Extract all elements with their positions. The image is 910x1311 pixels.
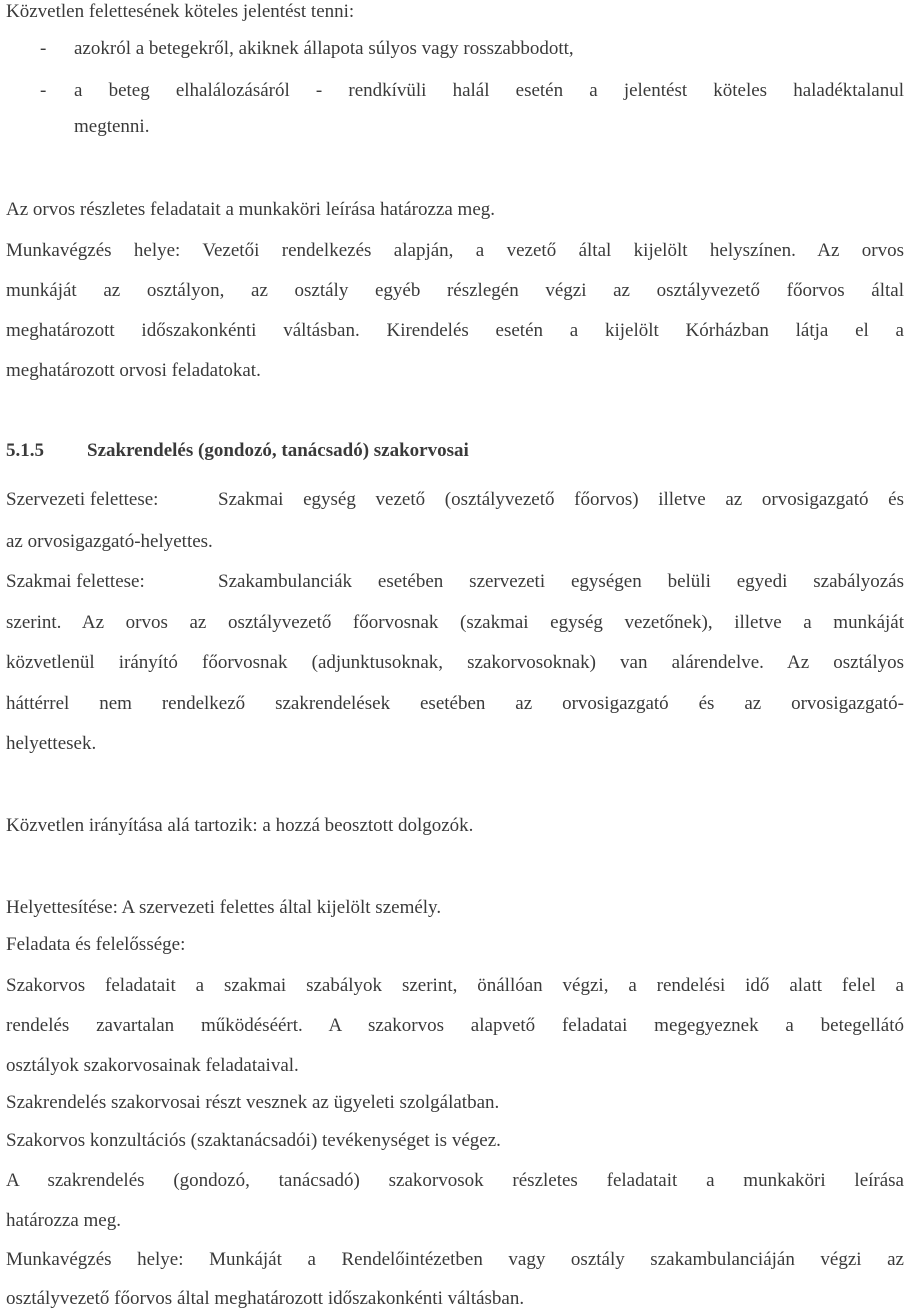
paragraph-line: közvetlenül irányító főorvosnak (adjunktusoknak, szakorvosoknak) van alárendelve. Az osztályos (6, 652, 904, 673)
paragraph-line: osztályvezető főorvos által meghatározott időszakonkénti váltásban. (6, 1288, 525, 1309)
bullet-item-continuation: megtenni. (74, 116, 150, 137)
paragraph-line: szerint. Az orvos az osztályvezető főorvosnak (szakmai egység vezetőnek), illetve a munkáját (6, 612, 904, 633)
field-value: Szakmai egység vezető (osztályvezető főorvos) illetve az orvosigazgató és (218, 489, 904, 510)
paragraph-line: osztályok szakorvosainak feladataival. (6, 1055, 299, 1076)
paragraph: Helyettesítése: A szervezeti felettes által kijelölt személy. (6, 897, 442, 918)
intro-line: Közvetlen felettesének köteles jelentést tenni: (6, 1, 355, 22)
paragraph-line: Munkavégzés helye: Munkáját a Rendelőintézetben vagy osztály szakambulanciáján végzi az (6, 1249, 904, 1270)
field-value: Szakambulanciák esetében szervezeti egységen belüli egyedi szabályozás (218, 571, 904, 592)
bullet-item: azokról a betegekről, akiknek állapota súlyos vagy rosszabbodott, (74, 38, 574, 59)
field-label: Szakmai felettese: (6, 571, 145, 592)
paragraph-line: munkáját az osztályon, az osztály egyéb részlegén végzi az osztályvezető főorvos által (6, 280, 904, 301)
bullet-item: a beteg elhalálozásáról - rendkívüli halál esetén a jelentést köteles haladéktalanul (74, 80, 904, 101)
paragraph-line: helyettesek. (6, 733, 97, 754)
section-title: Szakrendelés (gondozó, tanácsadó) szakorvosai (87, 440, 469, 461)
paragraph: Szakorvos konzultációs (szaktanácsadói) tevékenységet is végez. (6, 1130, 501, 1151)
paragraph-line: rendelés zavartalan működéséért. A szakorvos alapvető feladatai megegyeznek a betegellátó (6, 1015, 904, 1036)
paragraph: Közvetlen irányítása alá tartozik: a hozzá beosztott dolgozók. (6, 815, 474, 836)
paragraph-line: háttérrel nem rendelkező szakrendelések esetében az orvosigazgató és az orvosigazgató- (6, 693, 904, 714)
subheading: Feladata és felelőssége: (6, 934, 186, 955)
paragraph-line: Szakorvos feladatait a szakmai szabályok szerint, önállóan végzi, a rendelési idő alatt felel a (6, 975, 904, 996)
paragraph: Szakrendelés szakorvosai részt vesznek az ügyeleti szolgálatban. (6, 1092, 500, 1113)
section-number: 5.1.5 (6, 440, 44, 461)
bullet-dash: - (40, 38, 47, 59)
field-label: Szervezeti felettese: (6, 489, 159, 510)
field-value-continuation: az orvosigazgató-helyettes. (6, 531, 213, 552)
bullet-dash: - (40, 80, 47, 101)
paragraph: Az orvos részletes feladatait a munkaköri leírása határozza meg. (6, 199, 496, 220)
paragraph-line: határozza meg. (6, 1210, 121, 1231)
paragraph-line: meghatározott időszakonkénti váltásban. Kirendelés esetén a kijelölt Kórházban látja el a (6, 320, 904, 341)
paragraph-line: Munkavégzés helye: Vezetői rendelkezés alapján, a vezető által kijelölt helyszínen. Az orvos (6, 240, 904, 261)
paragraph-line: A szakrendelés (gondozó, tanácsadó) szakorvosok részletes feladatait a munkaköri leírása (6, 1170, 904, 1191)
paragraph-line: meghatározott orvosi feladatokat. (6, 360, 261, 381)
